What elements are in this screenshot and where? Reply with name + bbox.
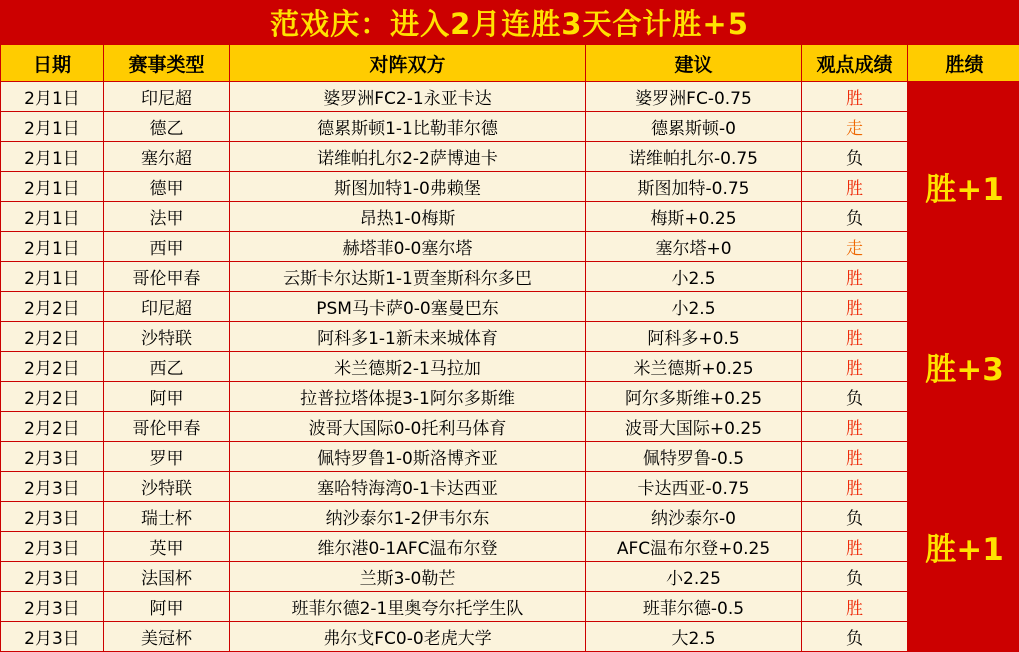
table-row <box>1 382 1019 412</box>
table-row <box>1 352 1019 382</box>
cell-date: 2月2日 <box>1 382 104 412</box>
cell-date: 2月3日 <box>1 442 104 472</box>
cell-date: 2月1日 <box>1 262 104 292</box>
cell-date: 2月1日 <box>1 202 104 232</box>
status-badge: 走 <box>846 239 863 259</box>
cell-date: 2月3日 <box>1 472 104 502</box>
cell-advice: 班菲尔德-0.5 <box>586 592 802 622</box>
cell-advice: 阿科多+0.5 <box>586 322 802 352</box>
cell-league: 印尼超 <box>104 292 230 322</box>
cell-advice: 德累斯顿-0 <box>586 112 802 142</box>
page-title <box>0 0 1019 44</box>
cell-advice: 米兰德斯+0.25 <box>586 352 802 382</box>
cell-match: 赫塔菲0-0塞尔塔 <box>230 232 586 262</box>
cell-date: 2月1日 <box>1 232 104 262</box>
cell-league: 英甲 <box>104 532 230 562</box>
status-badge: 负 <box>846 569 863 589</box>
cell-advice: AFC温布尔登+0.25 <box>586 532 802 562</box>
column-header-result: 观点成绩 <box>802 45 908 82</box>
cell-date: 2月3日 <box>1 562 104 592</box>
cell-result <box>802 412 908 442</box>
column-header-advice: 建议 <box>586 45 802 82</box>
table-row <box>1 112 1019 142</box>
cell-streak-total: 胜+3 <box>908 292 1019 442</box>
cell-match: 纳沙泰尔1-2伊韦尔东 <box>230 502 586 532</box>
column-header-streak: 胜绩 <box>908 45 1019 82</box>
cell-advice: 阿尔多斯维+0.25 <box>586 382 802 412</box>
cell-date: 2月1日 <box>1 112 104 142</box>
cell-match: 云斯卡尔达斯1-1贾奎斯科尔多巴 <box>230 262 586 292</box>
cell-match: 塞哈特海湾0-1卡达西亚 <box>230 472 586 502</box>
table-row <box>1 472 1019 502</box>
cell-match: 米兰德斯2-1马拉加 <box>230 352 586 382</box>
cell-league: 西乙 <box>104 352 230 382</box>
table-row <box>1 262 1019 292</box>
status-badge: 负 <box>846 509 863 529</box>
cell-league: 沙特联 <box>104 322 230 352</box>
cell-streak-total: 胜+1 <box>908 442 1019 652</box>
cell-result <box>802 142 908 172</box>
column-header-date: 日期 <box>1 45 104 82</box>
cell-advice: 斯图加特-0.75 <box>586 172 802 202</box>
table-row <box>1 442 1019 472</box>
cell-match: 阿科多1-1新未来城体育 <box>230 322 586 352</box>
column-header-league: 赛事类型 <box>104 45 230 82</box>
status-badge: 胜 <box>846 419 863 439</box>
status-badge: 负 <box>846 389 863 409</box>
table-row <box>1 202 1019 232</box>
status-badge: 胜 <box>846 299 863 319</box>
table-row <box>1 592 1019 622</box>
cell-result <box>802 502 908 532</box>
cell-date: 2月3日 <box>1 532 104 562</box>
cell-advice: 波哥大国际+0.25 <box>586 412 802 442</box>
cell-result <box>802 352 908 382</box>
table-row <box>1 172 1019 202</box>
cell-match: 兰斯3-0勒芒 <box>230 562 586 592</box>
cell-date: 2月1日 <box>1 142 104 172</box>
cell-result <box>802 622 908 652</box>
cell-match: PSM马卡萨0-0塞曼巴东 <box>230 292 586 322</box>
cell-advice: 小2.5 <box>586 262 802 292</box>
cell-league: 法国杯 <box>104 562 230 592</box>
cell-result <box>802 232 908 262</box>
status-badge: 胜 <box>846 449 863 469</box>
cell-result <box>802 382 908 412</box>
table-row <box>1 232 1019 262</box>
cell-result <box>802 472 908 502</box>
table-header <box>1 45 1019 82</box>
cell-date: 2月1日 <box>1 82 104 112</box>
cell-match: 波哥大国际0-0托利马体育 <box>230 412 586 442</box>
cell-league: 美冠杯 <box>104 622 230 652</box>
table-row <box>1 292 1019 322</box>
cell-match: 班菲尔德2-1里奥夸尔托学生队 <box>230 592 586 622</box>
cell-advice: 小2.5 <box>586 292 802 322</box>
cell-advice: 塞尔塔+0 <box>586 232 802 262</box>
cell-match: 弗尔戈FC0-0老虎大学 <box>230 622 586 652</box>
cell-result <box>802 292 908 322</box>
cell-advice: 小2.25 <box>586 562 802 592</box>
cell-result <box>802 112 908 142</box>
cell-league: 法甲 <box>104 202 230 232</box>
status-badge: 胜 <box>846 359 863 379</box>
table-row <box>1 622 1019 652</box>
table-row <box>1 502 1019 532</box>
status-badge: 负 <box>846 209 863 229</box>
status-badge: 胜 <box>846 599 863 619</box>
status-badge: 负 <box>846 629 863 649</box>
cell-match: 维尔港0-1AFC温布尔登 <box>230 532 586 562</box>
cell-league: 阿甲 <box>104 592 230 622</box>
results-table <box>0 44 1019 652</box>
cell-match: 婆罗洲FC2-1永亚卡达 <box>230 82 586 112</box>
title-text: 范戏庆：进入2月连胜3天合计胜+5 <box>270 6 749 41</box>
cell-league: 德乙 <box>104 112 230 142</box>
cell-result <box>802 592 908 622</box>
cell-match: 昂热1-0梅斯 <box>230 202 586 232</box>
cell-match: 诺维帕扎尔2-2萨博迪卡 <box>230 142 586 172</box>
cell-advice: 佩特罗鲁-0.5 <box>586 442 802 472</box>
cell-league: 哥伦甲春 <box>104 262 230 292</box>
cell-result <box>802 532 908 562</box>
cell-result <box>802 442 908 472</box>
cell-advice: 大2.5 <box>586 622 802 652</box>
cell-result <box>802 262 908 292</box>
cell-advice: 梅斯+0.25 <box>586 202 802 232</box>
cell-date: 2月2日 <box>1 412 104 442</box>
cell-result <box>802 202 908 232</box>
cell-league: 哥伦甲春 <box>104 412 230 442</box>
cell-league: 印尼超 <box>104 82 230 112</box>
cell-date: 2月3日 <box>1 502 104 532</box>
status-badge: 胜 <box>846 479 863 499</box>
cell-date: 2月2日 <box>1 322 104 352</box>
cell-league: 阿甲 <box>104 382 230 412</box>
cell-date: 2月1日 <box>1 172 104 202</box>
cell-date: 2月2日 <box>1 292 104 322</box>
table-row <box>1 532 1019 562</box>
cell-league: 瑞士杯 <box>104 502 230 532</box>
cell-advice: 诺维帕扎尔-0.75 <box>586 142 802 172</box>
cell-match: 拉普拉塔体提3-1阿尔多斯维 <box>230 382 586 412</box>
cell-advice: 纳沙泰尔-0 <box>586 502 802 532</box>
table-row <box>1 412 1019 442</box>
status-badge: 胜 <box>846 539 863 559</box>
table-row <box>1 322 1019 352</box>
cell-date: 2月2日 <box>1 352 104 382</box>
cell-match: 佩特罗鲁1-0斯洛博齐亚 <box>230 442 586 472</box>
cell-result <box>802 172 908 202</box>
status-badge: 胜 <box>846 269 863 289</box>
status-badge: 走 <box>846 119 863 139</box>
cell-league: 罗甲 <box>104 442 230 472</box>
cell-match: 德累斯顿1-1比勒菲尔德 <box>230 112 586 142</box>
cell-league: 沙特联 <box>104 472 230 502</box>
cell-advice: 卡达西亚-0.75 <box>586 472 802 502</box>
table-row <box>1 82 1019 112</box>
column-header-match: 对阵双方 <box>230 45 586 82</box>
cell-date: 2月3日 <box>1 592 104 622</box>
cell-league: 德甲 <box>104 172 230 202</box>
table-row <box>1 142 1019 172</box>
cell-result <box>802 322 908 352</box>
status-badge: 胜 <box>846 179 863 199</box>
table-body <box>1 82 1019 652</box>
cell-advice: 婆罗洲FC-0.75 <box>586 82 802 112</box>
cell-date: 2月3日 <box>1 622 104 652</box>
table-row <box>1 562 1019 592</box>
status-badge: 胜 <box>846 89 863 109</box>
status-badge: 负 <box>846 149 863 169</box>
cell-streak-total: 胜+1 <box>908 82 1019 292</box>
status-badge: 胜 <box>846 329 863 349</box>
cell-league: 西甲 <box>104 232 230 262</box>
cell-result <box>802 82 908 112</box>
cell-result <box>802 562 908 592</box>
header-row <box>1 45 1019 82</box>
cell-match: 斯图加特1-0弗赖堡 <box>230 172 586 202</box>
cell-league: 塞尔超 <box>104 142 230 172</box>
